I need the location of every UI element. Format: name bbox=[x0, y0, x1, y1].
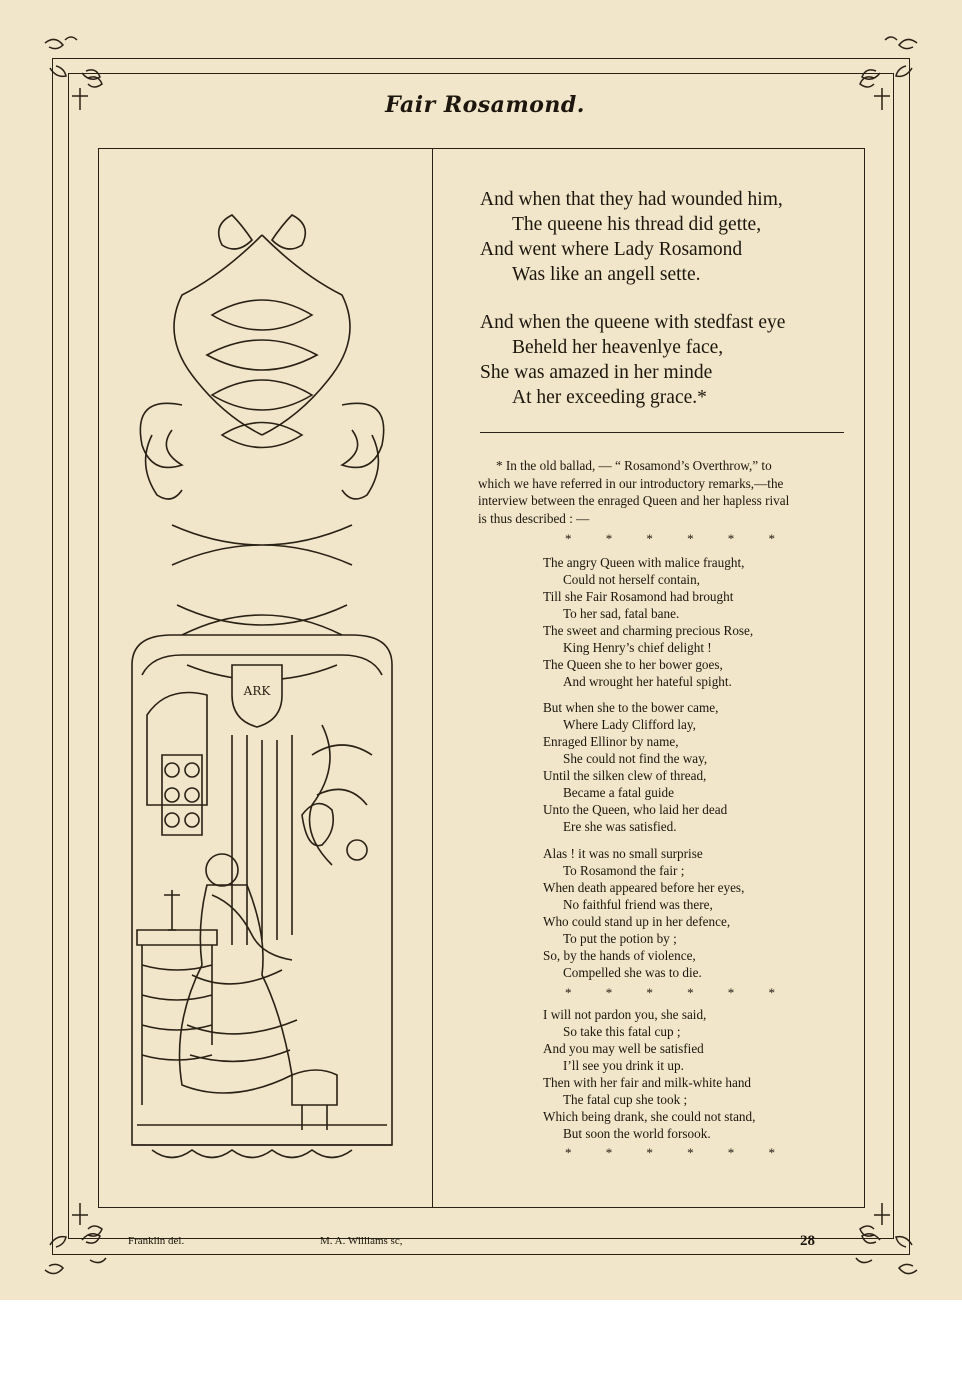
verse-line: Was like an angell sette. bbox=[512, 264, 701, 285]
ballad-line: I’ll see you drink it up. bbox=[563, 1058, 684, 1073]
ballad-line: Who could stand up in her defence, bbox=[543, 914, 731, 929]
ballad-line: So take this fatal cup ; bbox=[563, 1024, 681, 1039]
verse-line: The queene his thread did gette, bbox=[512, 214, 762, 235]
ballad-stanza-3 bbox=[543, 845, 744, 981]
verse-line: And when that they had wounded him, bbox=[480, 189, 783, 210]
ballad-line: Then with her fair and milk-white hand bbox=[543, 1075, 752, 1090]
ballad-line: The angry Queen with malice fraught, bbox=[543, 555, 745, 570]
engraver-credit: M. A. Williams sc, bbox=[320, 1235, 403, 1247]
star-separator: * * * * * * bbox=[565, 1145, 775, 1160]
ballad-line: Ere she was satisfied. bbox=[563, 819, 677, 834]
ballad-line: Which being drank, she could not stand, bbox=[543, 1109, 756, 1124]
ballad-line: The fatal cup she took ; bbox=[563, 1092, 688, 1107]
ballad-line: And wrought her hateful spight. bbox=[563, 674, 732, 689]
shield-monogram: ARK bbox=[243, 684, 271, 698]
verse-stanza-2 bbox=[480, 310, 785, 410]
ballad-line: To her sad, fatal bane. bbox=[563, 606, 680, 621]
inner-frame-left bbox=[68, 73, 69, 1239]
outer-frame-top bbox=[52, 58, 910, 59]
verse-stanza-1 bbox=[480, 187, 783, 287]
corner-ornament-bottom-left-icon bbox=[30, 1185, 130, 1285]
column-frame-bottom bbox=[98, 1207, 864, 1208]
ballad-line: Where Lady Clifford lay, bbox=[563, 717, 696, 732]
column-divider bbox=[432, 148, 433, 1208]
ballad-line: But soon the world forsook. bbox=[563, 1126, 711, 1141]
footnote-line: is thus described : — bbox=[478, 510, 590, 526]
corner-ornament-bottom-right-icon bbox=[832, 1185, 932, 1285]
verse-line: She was amazed in her minde bbox=[480, 362, 713, 383]
verse-line: At her exceeding grace.* bbox=[512, 387, 707, 408]
ballad-stanza-1 bbox=[543, 554, 753, 690]
ballad-line: But when she to the bower came, bbox=[543, 700, 719, 715]
ballad-line: And you may well be satisfied bbox=[543, 1041, 704, 1056]
ballad-line: To Rosamond the fair ; bbox=[563, 863, 685, 878]
verse-line: And went where Lady Rosamond bbox=[480, 239, 743, 260]
inner-frame-top bbox=[68, 73, 894, 74]
corner-ornament-top-right-icon bbox=[832, 28, 932, 128]
engraving-illustration bbox=[112, 195, 412, 1175]
ballad-line: Could not herself contain, bbox=[563, 572, 700, 587]
ballad-stanza-4 bbox=[543, 1006, 755, 1142]
ballad-line: To put the potion by ; bbox=[563, 931, 677, 946]
ballad-line: When death appeared before her eyes, bbox=[543, 880, 745, 895]
ballad-line: Became a fatal guide bbox=[563, 785, 674, 800]
column-frame-right bbox=[864, 148, 865, 1208]
footnote-line: interview between the enraged Queen and her hapless rival bbox=[478, 493, 790, 508]
ballad-line: Enraged Ellinor by name, bbox=[543, 734, 679, 749]
page-number: 28 bbox=[800, 1233, 815, 1249]
verse-line: And when the queene with stedfast eye bbox=[480, 312, 786, 333]
star-separator: * * * * * * bbox=[565, 531, 775, 546]
footnote-line: * In the old ballad, — “ Rosamond’s Overthrow,” to bbox=[496, 458, 772, 473]
ballad-line: Alas ! it was no small surprise bbox=[543, 846, 703, 861]
footnote-rule bbox=[480, 432, 844, 433]
ballad-line: I will not pardon you, she said, bbox=[543, 1007, 707, 1022]
ballad-line: So, by the hands of violence, bbox=[543, 948, 696, 963]
ballad-line: Till she Fair Rosamond had brought bbox=[543, 589, 734, 604]
ballad-line: King Henry’s chief delight ! bbox=[563, 640, 712, 655]
footnote-intro bbox=[478, 457, 848, 527]
ballad-line: No faithful friend was there, bbox=[563, 897, 713, 912]
ballad-line: She could not find the way, bbox=[563, 751, 708, 766]
corner-ornament-top-left-icon bbox=[30, 28, 130, 128]
ballad-line: Until the silken clew of thread, bbox=[543, 768, 707, 783]
verse-line: Beheld her heavenlye face, bbox=[512, 337, 724, 358]
outer-frame-right bbox=[909, 58, 910, 1254]
outer-frame-bottom bbox=[52, 1254, 910, 1255]
page-title: Fair Rosamond. bbox=[385, 92, 585, 118]
outer-frame-left bbox=[52, 58, 53, 1254]
ballad-line: The sweet and charming precious Rose, bbox=[543, 623, 754, 638]
ballad-line: Compelled she was to die. bbox=[563, 965, 702, 980]
artist-credit: Franklin del. bbox=[128, 1235, 185, 1247]
footnote-line: which we have referred in our introductory remarks,—the bbox=[478, 475, 784, 491]
header-rule bbox=[98, 148, 864, 149]
inner-frame-right bbox=[893, 73, 894, 1239]
inner-frame-bottom bbox=[68, 1238, 894, 1239]
ballad-line: Unto the Queen, who laid her dead bbox=[543, 802, 728, 817]
column-frame-left bbox=[98, 148, 99, 1208]
ballad-stanza-2 bbox=[543, 699, 727, 835]
ballad-line: The Queen she to her bower goes, bbox=[543, 657, 723, 672]
star-separator: * * * * * * bbox=[565, 985, 775, 1000]
